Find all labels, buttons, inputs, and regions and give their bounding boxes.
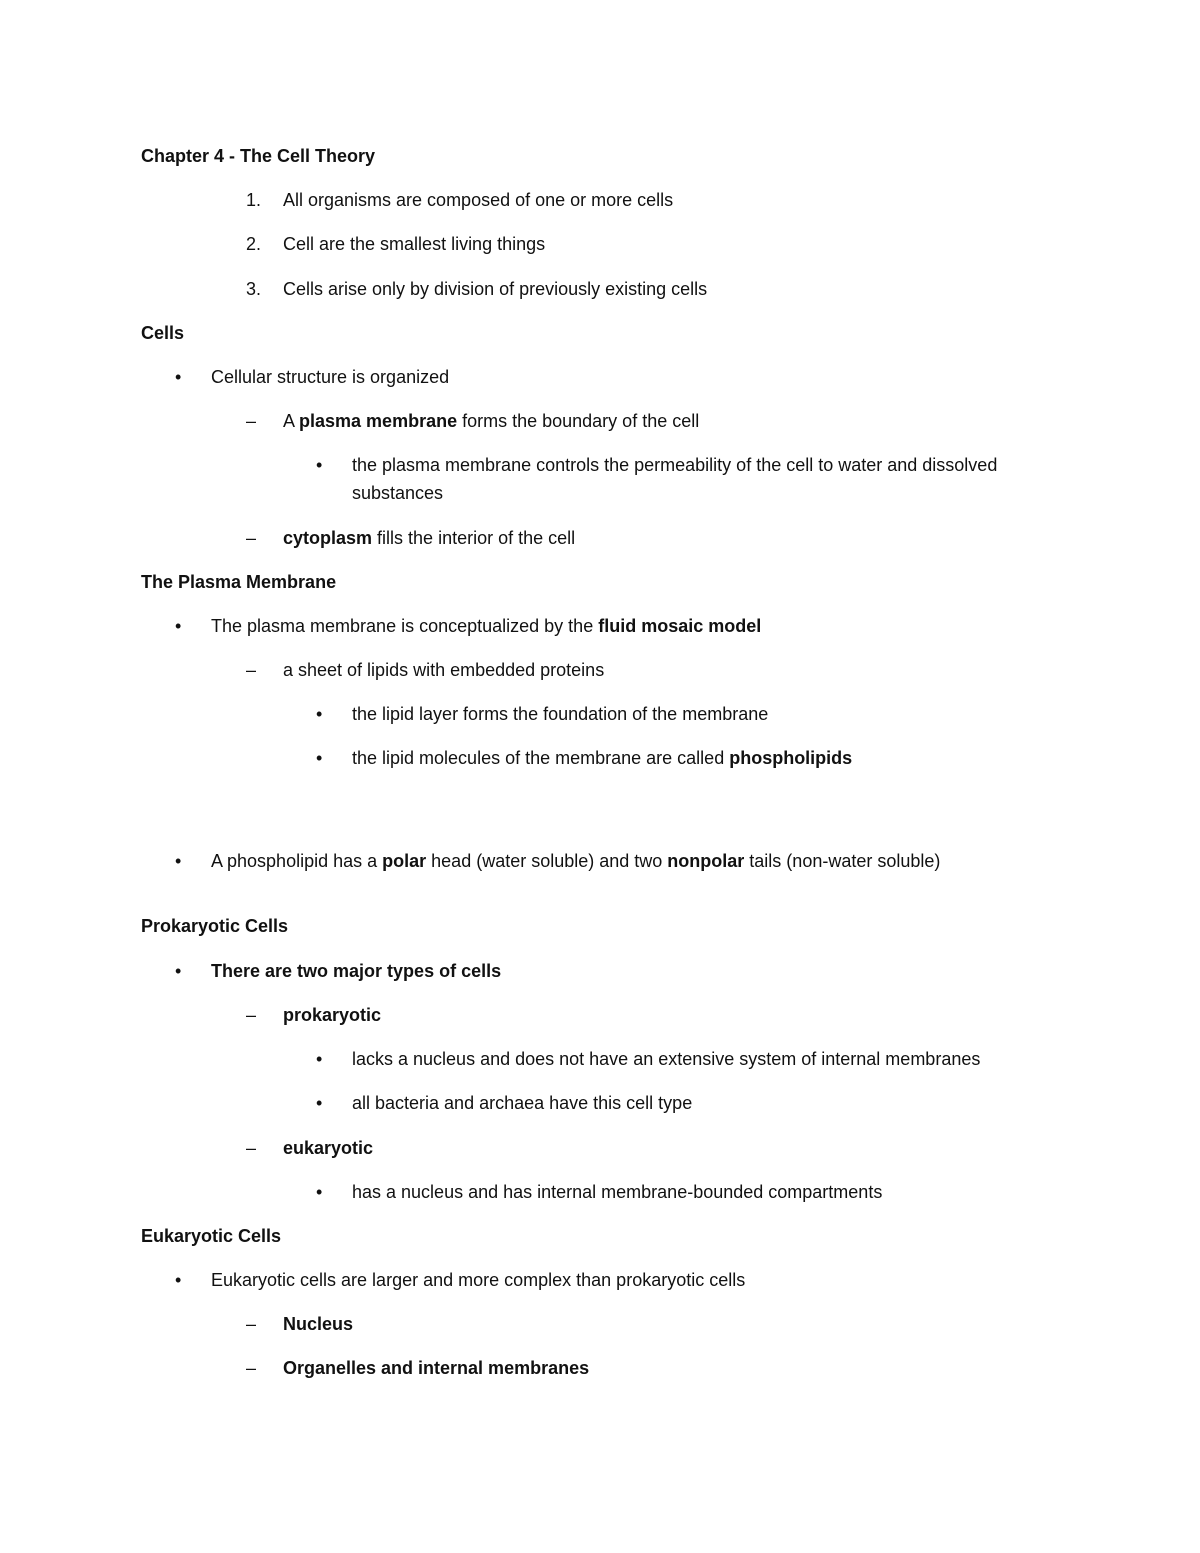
bullet-marker: •	[175, 961, 182, 981]
section-heading-plasma-membrane: The Plasma Membrane	[141, 572, 337, 592]
list-item	[211, 615, 761, 637]
list-item	[283, 410, 699, 432]
dash-marker: –	[246, 1314, 257, 1334]
list-item: All organisms are composed of one or more cells	[283, 190, 674, 210]
text-run: The plasma membrane is conceptualized by the	[211, 616, 599, 636]
list-item: Cells arise only by division of previously existing cells	[283, 279, 708, 299]
chapter-title: Chapter 4 - The Cell Theory	[141, 146, 376, 166]
text-run: forms the boundary of the cell	[457, 411, 700, 431]
list-item: There are two major types of cells	[211, 961, 502, 981]
section-heading-cells: Cells	[141, 323, 185, 343]
text-run: tails (non-water soluble)	[744, 851, 941, 871]
text-run: head (water soluble) and two	[426, 851, 668, 871]
list-item: Cellular structure is organized	[211, 367, 450, 387]
list-item: prokaryotic	[283, 1005, 382, 1025]
list-item	[352, 747, 852, 769]
dash-marker: –	[246, 411, 257, 431]
bold-term: nonpolar	[667, 851, 745, 871]
bullet-marker: •	[175, 1270, 182, 1290]
list-item: a sheet of lipids with embedded proteins	[283, 660, 605, 680]
bold-term: plasma membrane	[299, 411, 458, 431]
dash-marker: –	[246, 1005, 257, 1025]
list-item: all bacteria and archaea have this cell type	[352, 1093, 693, 1113]
list-item: Cell are the smallest living things	[283, 234, 546, 254]
dash-marker: –	[246, 1138, 257, 1158]
bullet-marker: •	[316, 748, 323, 768]
bullet-marker: •	[316, 455, 323, 475]
bullet-marker: •	[175, 367, 182, 387]
section-heading-eukaryotic: Eukaryotic Cells	[141, 1226, 282, 1246]
bold-term: cytoplasm	[283, 528, 373, 548]
bold-term: phospholipids	[729, 748, 853, 768]
bold-term: polar	[382, 851, 427, 871]
list-item	[211, 850, 940, 872]
bold-term: fluid mosaic model	[598, 616, 762, 636]
list-item: Nucleus	[283, 1314, 354, 1334]
list-item: has a nucleus and has internal membrane-bounded compartments	[352, 1182, 883, 1202]
text-run: fills the interior of the cell	[372, 528, 576, 548]
list-item	[283, 527, 575, 549]
bullet-marker: •	[175, 616, 182, 636]
dash-marker: –	[246, 1358, 257, 1378]
list-item: the lipid layer forms the foundation of the membrane	[352, 704, 769, 724]
dash-marker: –	[246, 528, 257, 548]
bullet-marker: •	[316, 1049, 323, 1069]
list-number: 1.	[246, 190, 262, 210]
bullet-marker: •	[175, 851, 182, 871]
list-item: lacks a nucleus and does not have an extensive system of internal membranes	[352, 1049, 981, 1069]
list-item: Organelles and internal membranes	[283, 1358, 590, 1378]
dash-marker: –	[246, 660, 257, 680]
bullet-marker: •	[316, 704, 323, 724]
list-item: the plasma membrane controls the permeability of the cell to water and dissolved substances	[352, 455, 998, 503]
bullet-marker: •	[316, 1093, 323, 1113]
list-item: Eukaryotic cells are larger and more complex than prokaryotic cells	[211, 1270, 746, 1290]
list-item: eukaryotic	[283, 1138, 374, 1158]
text-run: A	[283, 411, 300, 431]
text-run: the lipid molecules of the membrane are called	[352, 748, 730, 768]
text-run: A phospholipid has a	[211, 851, 383, 871]
section-heading-prokaryotic: Prokaryotic Cells	[141, 916, 289, 936]
list-number: 3.	[246, 279, 262, 299]
bullet-marker: •	[316, 1182, 323, 1202]
list-number: 2.	[246, 234, 262, 254]
